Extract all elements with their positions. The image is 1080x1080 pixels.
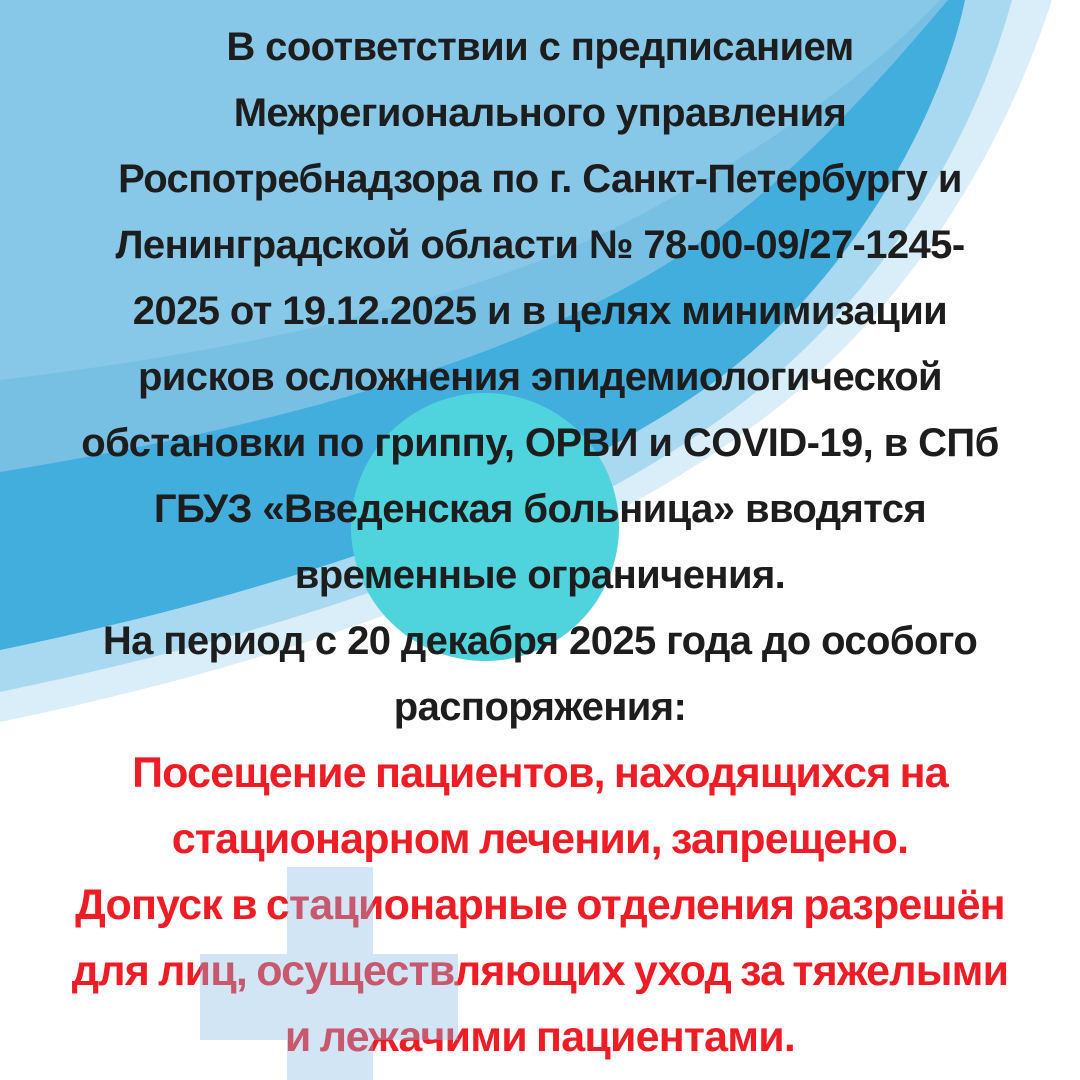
notice-line: временные ограничения. [294, 553, 786, 597]
restriction-line: Посещение пациентов, находящихся на [132, 749, 948, 797]
notice-line: 2025 от 19.12.2025 и в целях минимизации [132, 289, 948, 333]
notice-line: рисков осложнения эпидемиологической [137, 355, 943, 399]
notice-line: распоряжения: [393, 685, 687, 729]
notice-line: Роспотребнадзора по г. Санкт-Петербургу и [118, 157, 962, 201]
restriction-line: и лежачими пациентами. [284, 1013, 796, 1061]
restriction-line: для лиц, осуществляющих уход за тяжелыми [71, 947, 1009, 995]
notice-line: обстановки по гриппу, ОРВИ и COVID-19, в СПб [81, 421, 999, 465]
notice-line: На период с 20 декабря 2025 года до особого [102, 619, 978, 663]
restriction-line: Допуск в стационарные отделения разрешён [75, 881, 1005, 929]
restriction-line: стационарном лечении, запрещено. [171, 815, 909, 863]
notice-line: В соответствии с предписанием [226, 25, 854, 69]
notice-text [0, 14, 1080, 1070]
notice-line: Межрегионального управления [233, 91, 847, 135]
notice-line: ГБУЗ «Введенская больница» вводятся [153, 487, 927, 531]
notice-line: Ленинградской области № 78-00-09/27-1245- [115, 223, 965, 267]
